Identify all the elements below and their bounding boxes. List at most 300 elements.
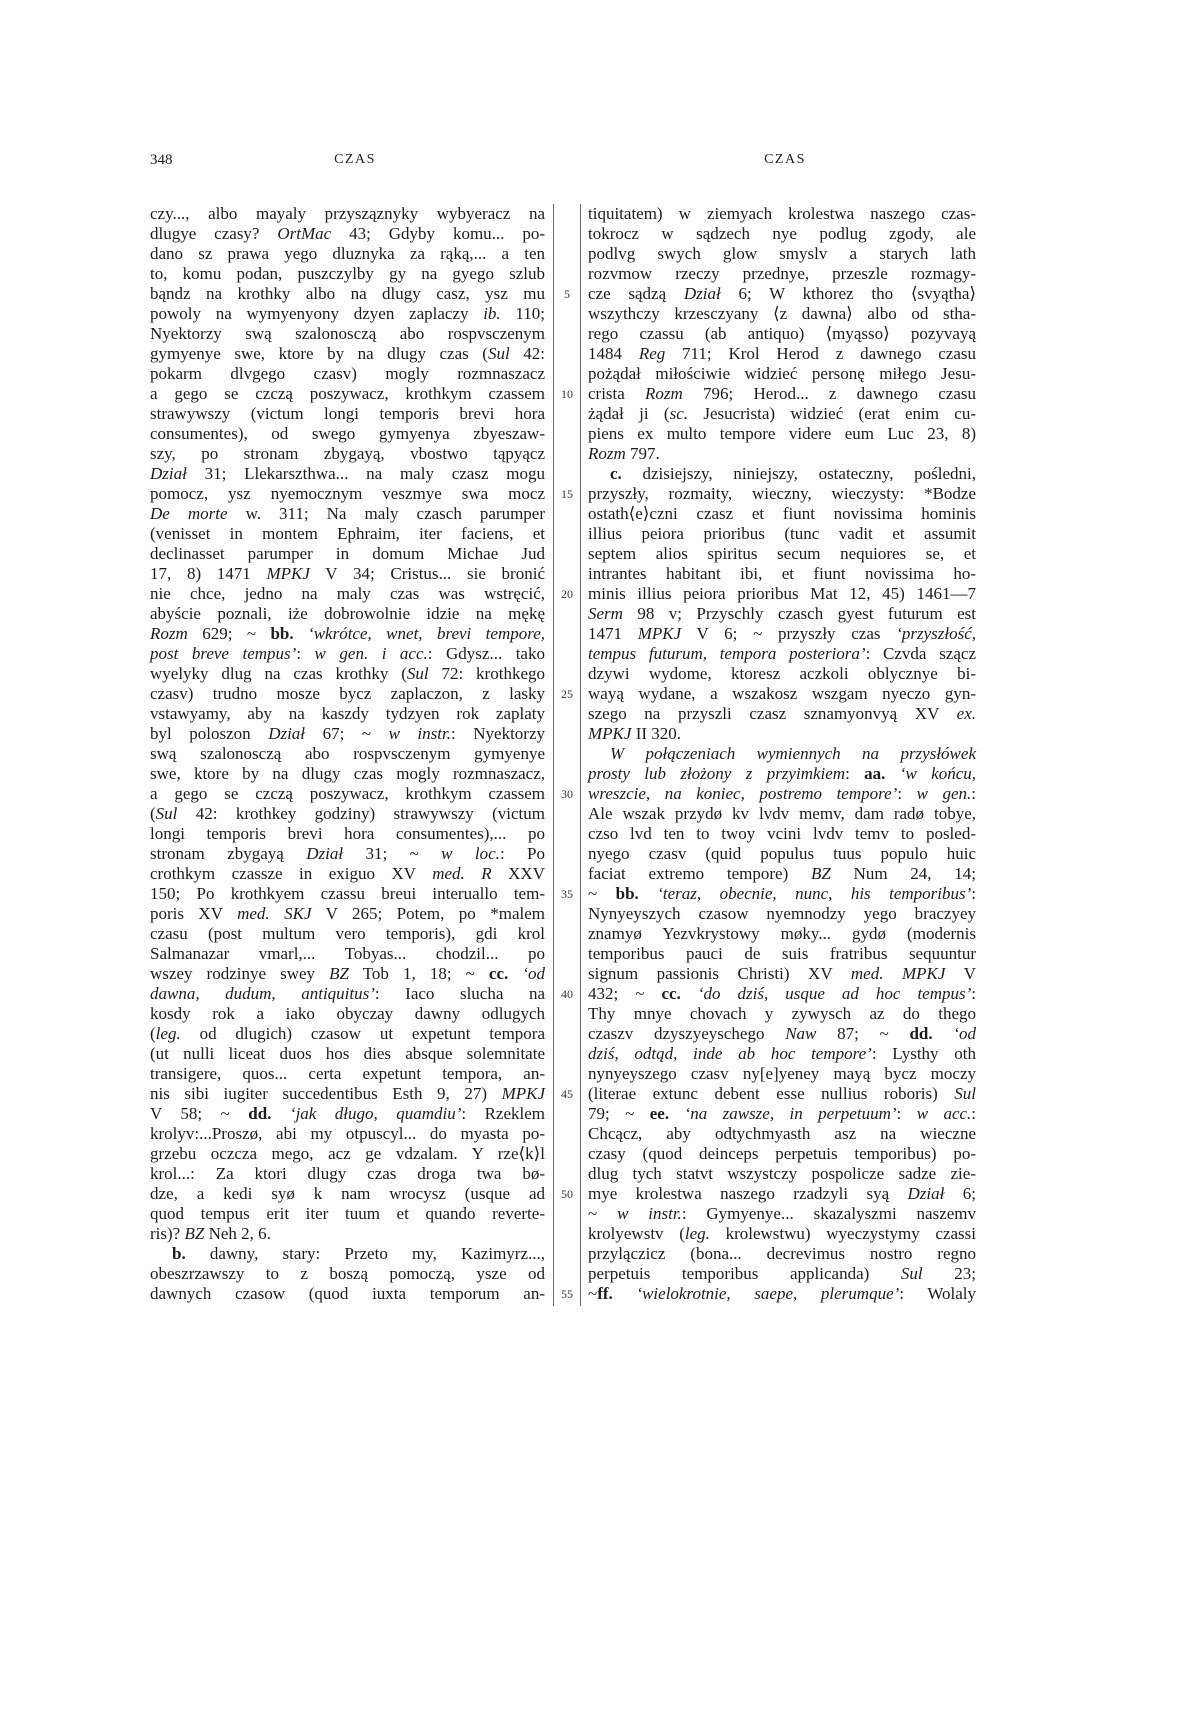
text-run: aa. (864, 764, 886, 783)
text-run: faciat extremo tempore) (588, 864, 811, 883)
text-line (588, 284, 976, 304)
text-line (150, 304, 545, 324)
text-line (588, 1084, 976, 1104)
text-line (588, 1224, 976, 1244)
text-run (681, 984, 698, 1003)
text-line (588, 684, 976, 704)
text-run: Serm (588, 604, 623, 623)
text-run: : Iaco slucha na (374, 984, 545, 1003)
line-number: 5 (564, 287, 570, 301)
text-run: Naw (785, 1024, 817, 1043)
text-run: w instr. (388, 724, 451, 743)
text-run: przyszły, rozmaity, wieczny, wieczysty: *Bodze (588, 484, 976, 503)
text-run: Ale wszak przydø kv lvdv memv, dam radø tobye, (588, 804, 976, 823)
text-run: BZ (329, 964, 349, 983)
text-run: : Wolaly (899, 1284, 977, 1303)
text-run: : Nyektorzy (450, 724, 545, 743)
text-run: ~ (588, 884, 616, 903)
text-line (588, 984, 976, 1004)
text-run: Dział (907, 1184, 945, 1203)
text-line (588, 944, 976, 964)
text-run: 711; Krol Herod z dawnego czasu (665, 344, 977, 363)
text-run: w. 311; Na maly czasch parumper (227, 504, 546, 523)
text-line (588, 804, 976, 824)
text-run: ( (150, 804, 156, 823)
text-line (150, 624, 545, 644)
text-run: ostath⟨e⟩czni czasz et fiunt novissima hominis (588, 504, 976, 523)
text-run: Tob 1, 18; ~ (348, 964, 489, 983)
text-run: BZ (810, 864, 831, 883)
text-run: bąndz na krothky albo na dlugy casz, ysz mu (150, 284, 545, 303)
text-run: Nynyeyszych czasow nyemnodzy yego braczyey (588, 904, 976, 923)
text-line (150, 1144, 545, 1164)
text-run: 796; Herod... z dawnego czasu (682, 384, 976, 403)
text-line (588, 544, 976, 564)
text-run: 23; (922, 1264, 976, 1283)
text-run: Thy mnye chovach y zywysch az do thego (588, 1004, 976, 1023)
text-run: Sul (155, 804, 178, 823)
text-line (588, 764, 976, 784)
text-run: pomocz, ysz nyemocznym veszmye swa mocz (150, 484, 545, 503)
text-run: dziś, odtąd, inde ab hoc tempore’ (588, 1044, 872, 1063)
text-line (150, 404, 545, 424)
text-run: prosty lub złożony z przyimkiem (588, 764, 846, 783)
text-run: pokarm dlvgego czasv) mogly rozmnaszacz (150, 364, 545, 383)
text-run: vstawyamy, aby na kaszdy tydzyen rok zaplaty (150, 704, 545, 723)
text-run (294, 624, 308, 643)
text-run: intrantes habitant ibi, et fiunt novissima ho- (588, 564, 976, 583)
text-run: : (845, 764, 865, 783)
text-run (508, 964, 522, 983)
text-line (150, 384, 545, 404)
text-line (150, 1244, 545, 1264)
text-run: consumentes), od swego gymyenya zbyeszaw- (150, 424, 545, 443)
text-run: : Gdysz... tako (427, 644, 545, 663)
text-run: od dlugich) czasow ut expetunt tempora (180, 1024, 545, 1043)
text-run: 110; (500, 304, 545, 323)
text-run: Chcącz, aby odtychmyasth asz na wieczne (588, 1124, 976, 1143)
text-line (588, 604, 976, 624)
text-line (150, 364, 545, 384)
text-run: ‘wkrótce, wnet, brevi tempore, (308, 624, 545, 643)
text-line (588, 424, 976, 444)
text-run (885, 764, 899, 783)
text-line (588, 1004, 976, 1024)
text-run: Rozm (645, 384, 683, 403)
text-run: med. SKJ (237, 904, 312, 923)
text-run: 17, 8) 1471 (150, 564, 267, 583)
text-line (150, 524, 545, 544)
text-run: czso lvd ten to twoy vcini lvdv temv to posled- (588, 824, 976, 843)
text-line (588, 584, 976, 604)
text-run: med. R (432, 864, 492, 883)
text-run: : (971, 784, 976, 803)
text-run: 1471 (588, 624, 638, 643)
text-run: Reg (638, 344, 666, 363)
text-run: ~ (588, 1284, 598, 1303)
text-line (150, 884, 545, 904)
text-run: abyście poznali, iże dobrowolnie idzie na mękę (150, 604, 545, 623)
line-number: 55 (561, 1287, 573, 1301)
text-line (150, 744, 545, 764)
text-run: wreszcie, na koniec, postremo tempore’ (588, 784, 898, 803)
text-line (150, 1184, 545, 1204)
text-run: Num 24, 14; (830, 864, 976, 883)
text-run: obeszrzawszy to z boszą pomoczą, ysze od (150, 1264, 545, 1283)
text-line (588, 364, 976, 384)
text-run: Neh 2, 6. (204, 1224, 271, 1243)
text-line (588, 904, 976, 924)
text-run: Jesucrista) widzieć (erat enim cu- (688, 404, 977, 423)
text-run: ff. (597, 1284, 613, 1303)
line-number: 20 (561, 587, 573, 601)
text-line (150, 804, 545, 824)
text-line (150, 644, 545, 664)
text-run: strawywszy (victum longi temporis brevi hora (150, 404, 545, 423)
text-line (588, 844, 976, 864)
text-run: dzywi wydome, ktoresz aczkoli oblycznye bi- (588, 664, 976, 683)
text-run: pożądał miłościwie widzieć personę miłego Jesu- (588, 364, 976, 383)
text-line (150, 324, 545, 344)
text-line (150, 504, 545, 524)
text-line (588, 1124, 976, 1144)
text-run: Sul (954, 1084, 976, 1103)
text-run: MPKJ (588, 724, 632, 743)
text-run: nynyeyszego czasv ny[e]yeney mayą bycz moczy (588, 1064, 976, 1083)
text-run: transigere, quos... certa expetunt tempora, an- (150, 1064, 545, 1083)
text-line (150, 944, 545, 964)
text-run: Rozm (150, 624, 188, 643)
text-run: ‘jak długo, quamdiu’ (289, 1104, 462, 1123)
text-run: dlugye czasy? (150, 224, 278, 243)
text-line (588, 244, 976, 264)
text-run: ‘w końcu, (899, 764, 976, 783)
text-line (150, 1004, 545, 1024)
text-line (150, 1124, 545, 1144)
text-run: powoly na wymyenyony dzyen zaplaczy (150, 304, 484, 323)
text-line (588, 384, 976, 404)
text-line (150, 844, 545, 864)
text-line (150, 1064, 545, 1084)
text-line (150, 704, 545, 724)
text-run: bb. (270, 624, 294, 643)
text-run: krolyv:...Proszø, abi my otpuscyl... do myasta po- (150, 1124, 545, 1143)
text-run: b. (172, 1244, 186, 1263)
text-line (150, 684, 545, 704)
line-number: 35 (561, 887, 573, 901)
text-run: (ut nulli liceat duos hos dies absque solemnitate (150, 1044, 545, 1063)
text-run: poris XV (150, 904, 238, 923)
text-line (150, 924, 545, 944)
text-run: dawny, stary: Przeto my, Kazimyrz..., (185, 1244, 545, 1263)
text-line (588, 1164, 976, 1184)
text-line (150, 1084, 545, 1104)
text-run: leg. (684, 1224, 710, 1243)
text-run: w acc. (916, 1104, 972, 1123)
line-number: 50 (561, 1187, 573, 1201)
text-run: czasu (post multum vero temporis), gdi krol (150, 924, 545, 943)
text-run: minis illius peiora prioribus Mat 12, 45) 1461—7 (588, 584, 976, 603)
text-run: rego czassu (ab antiquo) ⟨myąsso⟩ pozyvayą (588, 324, 976, 343)
text-line (588, 344, 976, 364)
text-run: rozvmow rzeczy przednye, przeszle rozmagy- (588, 264, 976, 283)
left-column (150, 204, 545, 1304)
text-run: w loc. (441, 844, 500, 863)
text-line (588, 724, 976, 744)
running-head-left: CZAS (334, 152, 376, 167)
text-line (150, 984, 545, 1004)
text-run: : (971, 1104, 977, 1123)
text-run: dawna, dudum, antiquitus’ (150, 984, 375, 1003)
text-line (150, 1224, 545, 1244)
text-run: cc. (488, 964, 509, 983)
text-run: declinasset parumper in domum Michae Jud (150, 544, 545, 563)
text-line (150, 1024, 545, 1044)
line-number: 30 (561, 787, 573, 801)
text-line (588, 1264, 976, 1284)
text-line (150, 664, 545, 684)
text-run: szego na przyszli czasz sznamyonvyą XV (588, 704, 957, 723)
text-run: tokrocz w sądzech nye podlug zgody, ale (588, 224, 976, 243)
text-line (588, 744, 976, 764)
text-run: 31; ~ (343, 844, 442, 863)
text-line (588, 1044, 976, 1064)
column-divider-right (580, 204, 581, 1306)
text-run: czy..., albo mayaly przysząznyky wybyeracz na (150, 204, 545, 223)
text-line (150, 464, 545, 484)
text-run: w instr. (617, 1204, 682, 1223)
text-run: MPKJ (637, 624, 682, 643)
line-number: 45 (561, 1087, 573, 1101)
text-run: tempus futurum, tempora posteriora’ (588, 644, 866, 663)
text-run: gymyenye swe, ktore by na dlugy czas ( (150, 344, 488, 363)
text-line (150, 724, 545, 744)
text-run: Dział (683, 284, 721, 303)
text-line (588, 444, 976, 464)
text-run: temporibus pauci de suis fratribus sequuntur (588, 944, 976, 963)
text-run: dze, a kedi syø k nam wrocysz (usque ad (150, 1184, 545, 1203)
text-run: 72: krothkego (428, 664, 545, 683)
text-line (588, 304, 976, 324)
text-line (588, 1284, 976, 1304)
text-run: ‘teraz, obecnie, nunc, his temporibus’ (657, 884, 972, 903)
text-line (150, 604, 545, 624)
line-number: 40 (561, 987, 573, 1001)
text-run: : (897, 784, 917, 803)
text-line (588, 1204, 976, 1224)
text-line (150, 344, 545, 364)
text-run: ( (150, 1024, 156, 1043)
text-run: przylączicz (bona... decrevimus nostro regno (588, 1244, 976, 1263)
text-line (588, 924, 976, 944)
text-line (150, 204, 545, 224)
text-line (150, 1284, 545, 1304)
text-line (588, 464, 976, 484)
text-run: swą szalonosczą abo rospvsczenym gymyenye (150, 744, 545, 763)
text-run: : Czvda szącz (865, 644, 976, 663)
text-run: : Rzeklem (461, 1104, 545, 1123)
text-line (588, 864, 976, 884)
text-line (150, 904, 545, 924)
text-run: bb. (615, 884, 639, 903)
text-run: : Lysthy oth (871, 1044, 976, 1063)
text-run: 797. (625, 444, 660, 463)
text-run: tiquitatem) w ziemyach krolestwa naszego czas- (588, 204, 976, 223)
text-line (150, 244, 545, 264)
text-run: : (971, 884, 976, 903)
text-run: Dział (268, 724, 306, 743)
text-run: post breve tempus’ (150, 644, 297, 663)
text-run: to, komu podan, puszczylby gy na gyego szlub (150, 264, 545, 283)
text-run: ‘od (522, 964, 545, 983)
text-run: II 320. (631, 724, 682, 743)
text-line (588, 204, 976, 224)
text-run: dd. (909, 1024, 933, 1043)
column-divider-left (553, 204, 554, 1306)
running-head-right: CZAS (764, 152, 806, 167)
text-run: W połączeniach wymiennych na przysłówek (610, 744, 976, 763)
text-run: krol...: Za ktori dlugy czas droga twa bø- (150, 1164, 545, 1183)
text-run: 629; ~ (187, 624, 271, 643)
text-run: stronam zbygayą (150, 844, 307, 863)
text-run: sc. (669, 404, 689, 423)
page-number: 348 (150, 152, 173, 168)
text-line (150, 784, 545, 804)
text-run: 87; ~ (816, 1024, 910, 1043)
text-line (588, 1244, 976, 1264)
text-line (588, 564, 976, 584)
text-run: czasy (quod deinceps perpetuis temporibus) po- (588, 1144, 976, 1163)
text-line (150, 224, 545, 244)
text-run: 43; Gdyby komu... po- (331, 224, 545, 243)
text-line (150, 1104, 545, 1124)
text-line (150, 544, 545, 564)
text-run: perpetuis temporibus applicanda) (588, 1264, 901, 1283)
text-run: dawnych czasow (quod iuxta temporum an- (150, 1284, 545, 1303)
text-line (588, 784, 976, 804)
text-run: ‘na zawsze, in perpetuum’ (684, 1104, 897, 1123)
line-number: 10 (561, 387, 573, 401)
text-run: podlvg swych glow smyslv a starych lath (588, 244, 976, 263)
text-run: grzebu oczcza mego, acz ge vdzalam. Y rze⟨k⟩l (150, 1144, 545, 1163)
text-run: V 58; ~ (150, 1104, 249, 1123)
text-run: septem alios spiritus secum nequiores se, et (588, 544, 976, 563)
text-run: (venisset in montem Ephraim, iter faciens, et (150, 524, 545, 543)
text-run: 67; ~ (305, 724, 389, 743)
text-run: Nyektorzy swą szalonosczą abo rospvsczenym (150, 324, 545, 343)
text-line (150, 1044, 545, 1064)
right-column (588, 204, 976, 1304)
text-run: ‘przyszłość, (896, 624, 976, 643)
text-line (588, 524, 976, 544)
text-run: V 6; ~ przyszły czas (681, 624, 897, 643)
text-run: OrtMac (277, 224, 332, 243)
text-run: wyelyky dlug na czas krothky ( (150, 664, 407, 683)
text-line (588, 624, 976, 644)
text-run: 1484 (588, 344, 639, 363)
text-run: czaszv dzyszyeyschego (588, 1024, 786, 1043)
text-run: swe, ktore by na dlugy czas mogly rozmnaszacz, (150, 764, 545, 783)
text-line (150, 964, 545, 984)
text-run: : (971, 984, 976, 1003)
text-line (588, 1024, 976, 1044)
text-run: ee. (649, 1104, 670, 1123)
text-run: dd. (248, 1104, 272, 1123)
text-line (588, 1184, 976, 1204)
text-run (613, 1284, 637, 1303)
text-line (588, 264, 976, 284)
text-run: illius peiora prioribus (tunc vadit et assumit (588, 524, 976, 543)
text-run: nie chce, jedno na maly czas was wstręcić, (150, 584, 545, 603)
text-run: Sul (487, 344, 510, 363)
text-run: : Gymyenye... skazalyszmi naszemv (681, 1204, 977, 1223)
text-line (150, 1164, 545, 1184)
text-run: dzisiejszy, niniejszy, ostateczny, pośledni, (621, 464, 976, 483)
text-line (150, 264, 545, 284)
text-run: Sul (406, 664, 429, 683)
text-line (150, 824, 545, 844)
text-run: ib. (483, 304, 501, 323)
text-run: znamyø Yezvkrystowy møky... gydø (modernis (588, 924, 976, 943)
text-line (588, 824, 976, 844)
text-run: szy, po stronam zbygayą, vbostwo tąpyącz (150, 444, 545, 463)
text-run: ris)? (150, 1224, 185, 1243)
text-run: dano sz prawa yego dluznyka za rąką,... a ten (150, 244, 545, 263)
text-run: cc. (661, 984, 681, 1003)
text-run (639, 884, 657, 903)
text-line (588, 664, 976, 684)
text-run: ex. (956, 704, 976, 723)
text-run (933, 1024, 954, 1043)
text-run: czasv) trudno mosze bycz zaplaczon, z lasky (150, 684, 545, 703)
text-run: a gego se czczą poszywacz, krothkym czassem (150, 384, 545, 403)
text-line (150, 564, 545, 584)
text-line (588, 504, 976, 524)
text-line (588, 1064, 976, 1084)
text-line (588, 1104, 976, 1124)
text-run: 6; W kthorez tho ⟨svyątha⟩ (720, 284, 977, 303)
text-run: : (896, 1104, 917, 1123)
text-run: dlug tych statvt wszystczy pospolicze sadze zie- (588, 1164, 976, 1183)
text-run: quod tempus erit iter tuum et quando reverte- (150, 1204, 545, 1223)
text-run: crothkym czassze in exiguo XV (150, 864, 433, 883)
text-run: 150; Po krothkyem czassu breui interuallo tem- (150, 884, 545, 903)
text-line (150, 1264, 545, 1284)
text-run: longi temporis brevi hora consumentes),... po (150, 824, 545, 843)
text-run: Sul (900, 1264, 923, 1283)
text-run: : Po (499, 844, 546, 863)
text-run: (literae extunc debent esse nullius roboris) (588, 1084, 955, 1103)
text-line (588, 644, 976, 664)
text-run: 42: krothkey godziny) strawywszy (victum (177, 804, 545, 823)
text-run: żądał ji ( (588, 404, 670, 423)
text-line (588, 704, 976, 724)
text-run: Dział (150, 464, 187, 483)
text-run: wayą wydane, a wszakosz wszgam nyeczo gyn- (588, 684, 976, 703)
text-run: V 265; Potem, po *malem (311, 904, 545, 923)
text-run: V 34; Cristus... sie bronić (309, 564, 545, 583)
text-line (150, 764, 545, 784)
text-run: ‘od (953, 1024, 976, 1043)
text-run: ~ (588, 1204, 618, 1223)
text-run: 42: (509, 344, 545, 363)
text-run: MPKJ (266, 564, 310, 583)
text-line (150, 864, 545, 884)
text-run: Rozm (588, 444, 626, 463)
text-run: leg. (155, 1024, 181, 1043)
text-run: ‘do dziś, usque ad hoc tempus’ (697, 984, 972, 1003)
text-run: signum passionis Christi) XV (588, 964, 851, 983)
